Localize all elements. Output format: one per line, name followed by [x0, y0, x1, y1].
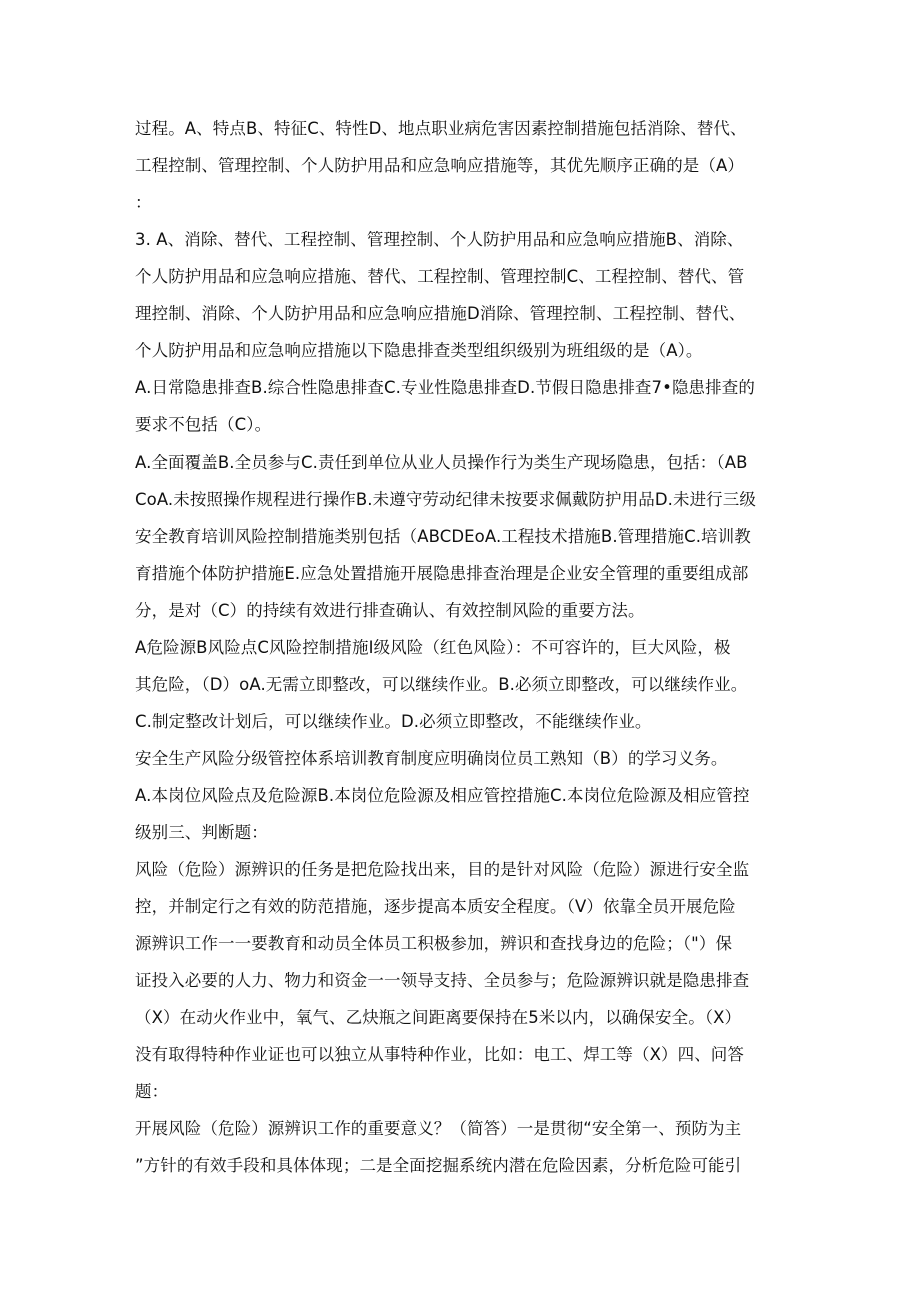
text-line: A.全面覆盖B.全员参与C.责任到单位从业人员操作行为类生产现场隐患，包括：（AB — [135, 453, 748, 472]
text-line: 安全教育培训风险控制措施类别包括（ABCDEoA.工程技术措施B.管理措施C.培训教 — [135, 527, 751, 546]
text-line: CoA.未按照操作规程进行操作B.未遵守劳动纪律未按要求佩戴防护用品D.未进行三级 — [135, 490, 756, 509]
text-line: 风险（危险）源辨识的任务是把危险找出来，目的是针对风险（危险）源进行安全监 — [135, 860, 750, 879]
text-line: ： — [135, 193, 152, 212]
text-line: 证投入必要的人力、物力和资金一一领导支持、全员参与；危险源辨识就是隐患排查 — [135, 971, 750, 990]
text-line: 源辨识工作一一要教育和动员全体员工积极参加，辨识和查找身边的危险；（"）保 — [135, 934, 733, 953]
text-line: 安全生产风险分级管控体系培训教育制度应明确岗位员工熟知（B）的学习义务。 — [135, 749, 728, 768]
text-line: 个人防护用品和应急响应措施以下隐患排查类型组织级别为班组级的是（A）。 — [135, 341, 703, 360]
text-line: ”方针的有效手段和具体体现；二是全面挖掘系统内潜在危险因素，分析危险可能引 — [135, 1156, 742, 1175]
text-line: 理控制、消除、个人防护用品和应急响应措施D消除、管理控制、工程控制、替代、 — [135, 304, 746, 323]
text-line: 控，并制定行之有效的防范措施，逐步提高本质安全程度。（V）依靠全员开展危险 — [135, 897, 736, 916]
text-line: 要求不包括（C）。 — [135, 415, 272, 434]
text-line: 题： — [135, 1082, 169, 1101]
text-line: 育措施个体防护措施E.应急处置措施开展隐患排查治理是企业安全管理的重要组成部 — [135, 564, 749, 583]
text-line: 开展风险（危险）源辨识工作的重要意义？（简答）一是贯彻“安全第一、预防为主 — [135, 1119, 742, 1138]
text-line: C.制定整改计划后，可以继续作业。D.必须立即整改，不能继续作业。 — [135, 712, 652, 731]
text-line: 个人防护用品和应急响应措施、替代、工程控制、管理控制C、工程控制、替代、管 — [135, 267, 745, 286]
text-line: A危险源B风险点C风险控制措施I级风险（红色风险）：不可容许的，巨大风险，极 — [135, 638, 731, 657]
text-line: 其危险，（D）oA.无需立即整改，可以继续作业。B.必须立即整改，可以继续作业。 — [135, 675, 748, 694]
text-line: 分，是对（C）的持续有效进行排查确认、有效控制风险的重要方法。 — [135, 601, 645, 620]
text-line: A.日常隐患排查B.综合性隐患排查C.专业性隐患排查D.节假日隐患排查7•隐患排查的 — [135, 378, 755, 397]
text-line: 没有取得特种作业证也可以独立从事特种作业，比如：电工、焊工等（X）四、问答 — [135, 1045, 745, 1064]
text-line: 级别三、判断题： — [135, 823, 268, 842]
text-line: A.本岗位风险点及危险源B.本岗位危险源及相应管控措施C.本岗位危险源及相应管控 — [135, 786, 750, 805]
text-line: 工程控制、管理控制、个人防护用品和应急响应措施等，其优先顺序正确的是（A） — [135, 156, 744, 175]
text-line: （X）在动火作业中，氧气、乙炔瓶之间距离要保持在5米以内，以确保安全。（X） — [135, 1008, 742, 1027]
text-line: 过程。A、特点B、特征C、特性D、地点职业病危害因素控制措施包括消除、替代、 — [135, 119, 747, 138]
text-line: 3. A、消除、替代、工程控制、管理控制、个人防护用品和应急响应措施B、消除、 — [135, 230, 744, 249]
